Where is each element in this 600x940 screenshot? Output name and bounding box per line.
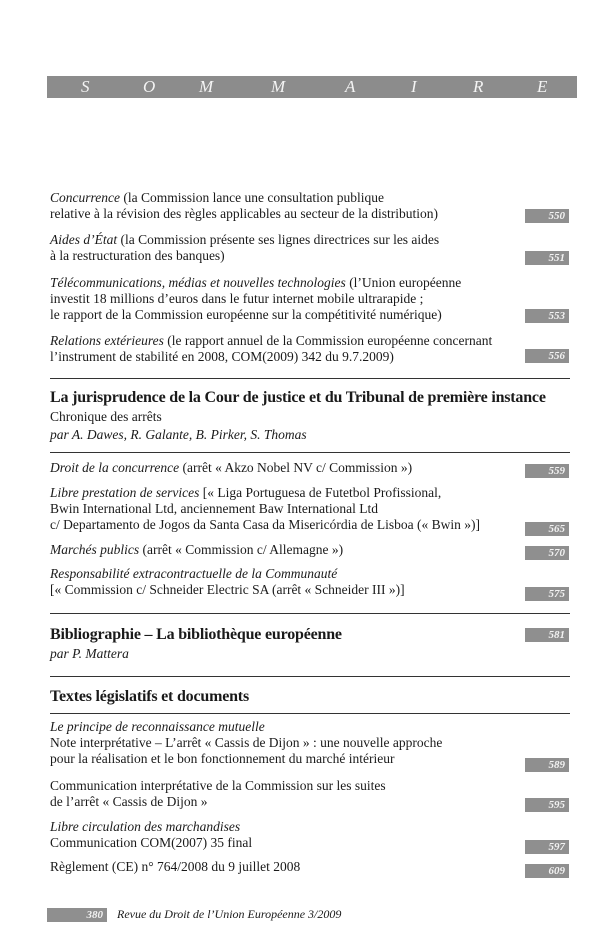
page-number[interactable]: 595: [525, 798, 569, 812]
page-number[interactable]: 556: [525, 349, 569, 363]
section-divider: [50, 676, 570, 677]
footer-page-number: 380: [47, 908, 107, 922]
section-divider: [50, 713, 570, 714]
banner-letter: O: [143, 77, 156, 96]
entry-line: (la Commission présente ses lignes directrices sur les aides: [120, 232, 440, 247]
toc-entry-reconnaissance-mutuelle[interactable]: [50, 719, 510, 767]
toc-entry-marches-publics[interactable]: [50, 542, 510, 558]
toc-entry-responsabilite[interactable]: [50, 566, 510, 598]
entry-line: Communication COM(2007) 35 final: [50, 835, 253, 850]
entry-line: Règlement (CE) n° 764/2008 du 9 juillet 2008: [50, 859, 301, 874]
page-number[interactable]: 597: [525, 840, 569, 854]
page-number[interactable]: 589: [525, 758, 569, 772]
entry-lead: Aides d’État: [50, 232, 118, 247]
entry-line: Communication interprétative de la Commission sur les suites: [50, 778, 386, 793]
entry-lead: Droit de la concurrence: [50, 460, 180, 475]
entry-line: [« Liga Portuguesa de Futetbol Profissional,: [202, 485, 442, 500]
section-authors: par P. Mattera: [50, 646, 129, 661]
entry-line: l’instrument de stabilité en 2008, COM(2009) 342 du 9.7.2009): [50, 349, 394, 364]
banner-letter: A: [345, 77, 356, 96]
entry-line: [« Commission c/ Schneider Electric SA (arrêt « Schneider III »)]: [50, 582, 405, 597]
entry-line: le rapport de la Commission européenne sur la compétitivité numérique): [50, 307, 442, 322]
page-number[interactable]: 609: [525, 864, 569, 878]
page-number[interactable]: 581: [525, 628, 569, 642]
entry-line: (la Commission lance une consultation publique: [123, 190, 384, 205]
banner-letter: M: [271, 77, 286, 96]
entry-line: relative à la révision des règles applicables au secteur de la distribution): [50, 206, 438, 221]
section-title-bibliographie[interactable]: Bibliographie – La bibliothèque européenne: [50, 626, 342, 643]
banner-letter: E: [537, 77, 548, 96]
section-authors: par A. Dawes, R. Galante, B. Pirker, S. Thomas: [50, 427, 307, 442]
toc-entry-relations-exterieures[interactable]: [50, 333, 510, 365]
section-subtitle: Chronique des arrêts: [50, 409, 162, 424]
entry-line: de l’arrêt « Cassis de Dijon »: [50, 794, 208, 809]
entry-lead: Relations extérieures: [50, 333, 164, 348]
page-number[interactable]: 559: [525, 464, 569, 478]
entry-line: (le rapport annuel de la Commission européenne concernant: [167, 333, 493, 348]
toc-entry-concurrence[interactable]: [50, 190, 510, 222]
entry-lead: Marchés publics: [50, 542, 140, 557]
entry-line: Bwin International Ltd, anciennement Baw International Ltd: [50, 501, 379, 516]
page-number[interactable]: 575: [525, 587, 569, 601]
page-number[interactable]: 570: [525, 546, 569, 560]
entry-lead: Télécommunications, médias et nouvelles technologies: [50, 275, 346, 290]
toc-entry-libre-prestation[interactable]: [50, 485, 510, 533]
entry-lead: Concurrence: [50, 190, 120, 205]
section-divider: [50, 613, 570, 614]
toc-entry-droit-concurrence[interactable]: [50, 460, 510, 476]
toc-entry-reglement[interactable]: [50, 859, 510, 875]
entry-heading: Le principe de reconnaissance mutuelle: [50, 719, 265, 734]
toc-entry-libre-circulation[interactable]: [50, 819, 510, 851]
entry-line: pour la réalisation et le bon fonctionnement du marché intérieur: [50, 751, 395, 766]
page-number[interactable]: 551: [525, 251, 569, 265]
page-number[interactable]: 565: [525, 522, 569, 536]
banner-letter: I: [411, 77, 417, 96]
entry-line: investit 18 millions d’euros dans le futur internet mobile ultrarapide ;: [50, 291, 424, 306]
footer-journal: Revue du Droit de l’Union Européenne 3/2009: [117, 907, 342, 921]
entry-line: (arrêt « Akzo Nobel NV c/ Commission »): [182, 460, 413, 475]
entry-heading: Libre circulation des marchandises: [50, 819, 241, 834]
entry-line: c/ Departamento de Jogos da Santa Casa da Misericórdia de Lisboa (« Bwin »)]: [50, 517, 481, 532]
page-number[interactable]: 553: [525, 309, 569, 323]
sommaire-banner: [47, 76, 577, 98]
page-number[interactable]: 550: [525, 209, 569, 223]
banner-letter: S: [81, 77, 90, 96]
section-divider: [50, 452, 570, 453]
entry-lead: Responsabilité extracontractuelle de la Communauté: [50, 566, 338, 581]
entry-lead: Libre prestation de services: [50, 485, 200, 500]
toc-entry-communication-interpretative[interactable]: [50, 778, 510, 810]
entry-line: à la restructuration des banques): [50, 248, 225, 263]
section-title-textes: Textes législatifs et documents: [50, 688, 249, 705]
section-title-jurisprudence: La jurisprudence de la Cour de justice et du Tribunal de première instance: [50, 389, 546, 406]
banner-letter: M: [199, 77, 214, 96]
entry-line: (arrêt « Commission c/ Allemagne »): [142, 542, 344, 557]
section-divider: [50, 378, 570, 379]
entry-line: Note interprétative – L’arrêt « Cassis de Dijon » : une nouvelle approche: [50, 735, 443, 750]
entry-line: (l’Union européenne: [349, 275, 462, 290]
banner-letter: R: [473, 77, 484, 96]
toc-entry-aides-etat[interactable]: [50, 232, 510, 264]
toc-entry-telecommunications[interactable]: [50, 275, 510, 323]
